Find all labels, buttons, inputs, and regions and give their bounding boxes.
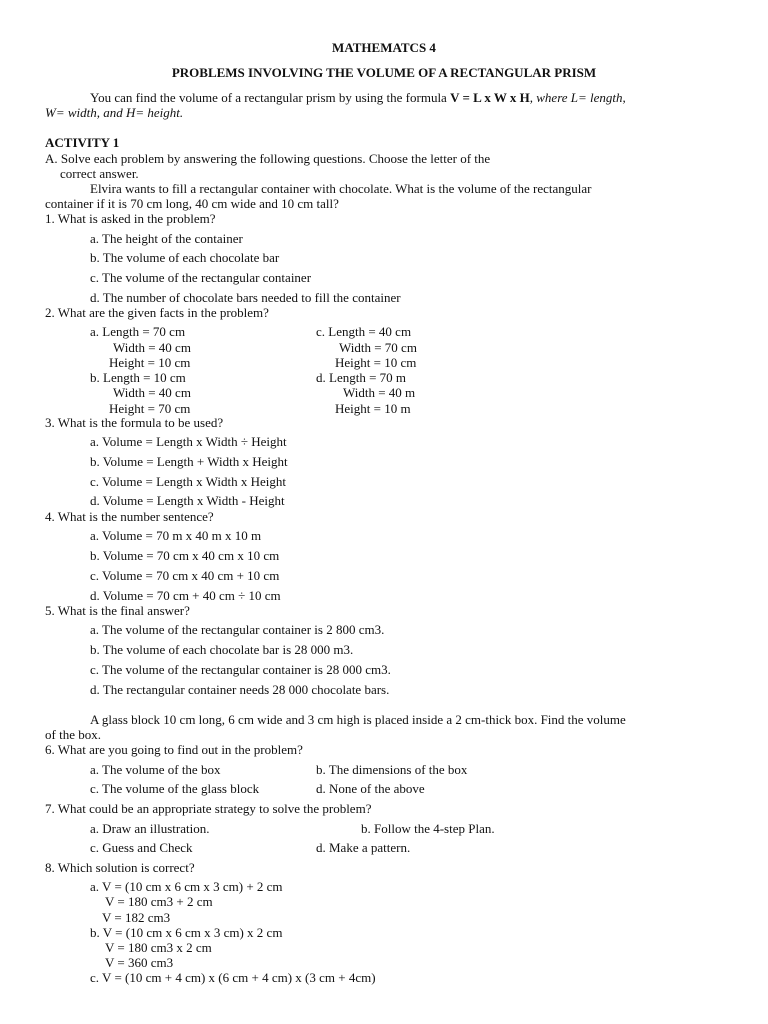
question-5: 5. What is the final answer? <box>45 603 190 618</box>
q2-option-b-height: Height = 70 cm <box>109 401 191 416</box>
q1-option-d[interactable]: d. The number of chocolate bars needed to fill the container <box>90 290 401 305</box>
question-7: 7. What could be an appropriate strategy to solve the problem? <box>45 801 372 816</box>
q8-option-a-line-2: V = 180 cm3 + 2 cm <box>105 894 213 909</box>
q6-option-a[interactable]: a. The volume of the box <box>90 762 221 777</box>
q2-option-a-width: Width = 40 cm <box>113 340 191 355</box>
q2-option-d-width: Width = 40 m <box>343 385 416 400</box>
q1-option-b[interactable]: b. The volume of each chocolate bar <box>90 250 280 265</box>
q4-option-d[interactable]: d. Volume = 70 cm + 40 cm ÷ 10 cm <box>90 588 281 603</box>
question-1: 1. What is asked in the problem? <box>45 211 216 226</box>
q8-option-a-line-1[interactable]: a. V = (10 cm x 6 cm x 3 cm) + 2 cm <box>90 879 283 894</box>
q4-option-b[interactable]: b. Volume = 70 cm x 40 cm x 10 cm <box>90 548 280 563</box>
q6-option-c[interactable]: c. The volume of the glass block <box>90 781 260 796</box>
question-8: 8. Which solution is correct? <box>45 860 195 875</box>
q2-option-d-height: Height = 10 m <box>335 401 411 416</box>
q8-option-b-line-3: V = 360 cm3 <box>105 955 174 970</box>
problem-2-line-1: A glass block 10 cm long, 6 cm wide and 3 cm high is placed inside a 2 cm-thick box. Find the volume <box>90 712 626 727</box>
q8-option-a-line-3: V = 182 cm3 <box>102 910 171 925</box>
q3-option-a[interactable]: a. Volume = Length x Width ÷ Height <box>90 434 287 449</box>
q7-option-d[interactable]: d. Make a pattern. <box>316 840 411 855</box>
q2-option-a-height: Height = 10 cm <box>109 355 191 370</box>
q2-option-d-length[interactable]: d. Length = 70 m <box>316 370 407 385</box>
q2-option-c-length[interactable]: c. Length = 40 cm <box>316 324 412 339</box>
activity-heading: ACTIVITY 1 <box>45 135 120 150</box>
problem-1-line-2: container if it is 70 cm long, 40 cm wide and 10 cm tall? <box>45 196 339 211</box>
q7-option-a[interactable]: a. Draw an illustration. <box>90 821 210 836</box>
q6-option-d[interactable]: d. None of the above <box>316 781 425 796</box>
q2-option-a-length[interactable]: a. Length = 70 cm <box>90 324 186 339</box>
q7-option-b[interactable]: b. Follow the 4-step Plan. <box>361 821 495 836</box>
q1-option-a[interactable]: a. The height of the container <box>90 231 243 246</box>
q7-option-c[interactable]: c. Guess and Check <box>90 840 193 855</box>
q5-option-a[interactable]: a. The volume of the rectangular container is 2 800 cm3. <box>90 622 385 637</box>
q2-option-b-width: Width = 40 cm <box>113 385 191 400</box>
instruction-line-2: correct answer. <box>60 166 139 181</box>
question-4: 4. What is the number sentence? <box>45 509 214 524</box>
instruction-line-1: A. Solve each problem by answering the following questions. Choose the letter of the <box>45 151 491 166</box>
q8-option-b-line-1[interactable]: b. V = (10 cm x 6 cm x 3 cm) x 2 cm <box>90 925 283 940</box>
q3-option-d[interactable]: d. Volume = Length x Width - Height <box>90 493 285 508</box>
q6-option-b[interactable]: b. The dimensions of the box <box>316 762 468 777</box>
q1-option-c[interactable]: c. The volume of the rectangular container <box>90 270 312 285</box>
intro-line-2: W= width, and H= height. <box>45 105 184 120</box>
question-6: 6. What are you going to find out in the problem? <box>45 742 303 757</box>
volume-formula: V = L x W x H <box>450 90 530 105</box>
q3-option-c[interactable]: c. Volume = Length x Width x Height <box>90 474 287 489</box>
subject-heading: MATHEMATCS 4 <box>332 40 436 55</box>
page-title: PROBLEMS INVOLVING THE VOLUME OF A RECTANGULAR PRISM <box>171 65 597 80</box>
q8-option-c-line-1[interactable]: c. V = (10 cm + 4 cm) x (6 cm + 4 cm) x (3 cm + 4cm) <box>90 970 376 985</box>
q2-option-c-width: Width = 70 cm <box>339 340 417 355</box>
q4-option-a[interactable]: a. Volume = 70 m x 40 m x 10 m <box>90 528 262 543</box>
q5-option-c[interactable]: c. The volume of the rectangular container is 28 000 cm3. <box>90 662 391 677</box>
q2-option-b-length[interactable]: b. Length = 10 cm <box>90 370 186 385</box>
q5-option-b[interactable]: b. The volume of each chocolate bar is 28 000 m3. <box>90 642 354 657</box>
q8-option-b-line-2: V = 180 cm3 x 2 cm <box>105 940 212 955</box>
q4-option-c[interactable]: c. Volume = 70 cm x 40 cm + 10 cm <box>90 568 280 583</box>
problem-1-line-1: Elvira wants to fill a rectangular container with chocolate. What is the volume of the rectangular <box>90 181 592 196</box>
q3-option-b[interactable]: b. Volume = Length + Width x Height <box>90 454 288 469</box>
q2-option-c-height: Height = 10 cm <box>335 355 417 370</box>
question-3: 3. What is the formula to be used? <box>45 415 224 430</box>
intro-line-1: You can find the volume of a rectangular prism by using the formula V = L x W x H, where L= length, <box>90 90 626 105</box>
problem-2-line-2: of the box. <box>45 727 101 742</box>
question-2: 2. What are the given facts in the problem? <box>45 305 269 320</box>
q5-option-d[interactable]: d. The rectangular container needs 28 000 chocolate bars. <box>90 682 390 697</box>
